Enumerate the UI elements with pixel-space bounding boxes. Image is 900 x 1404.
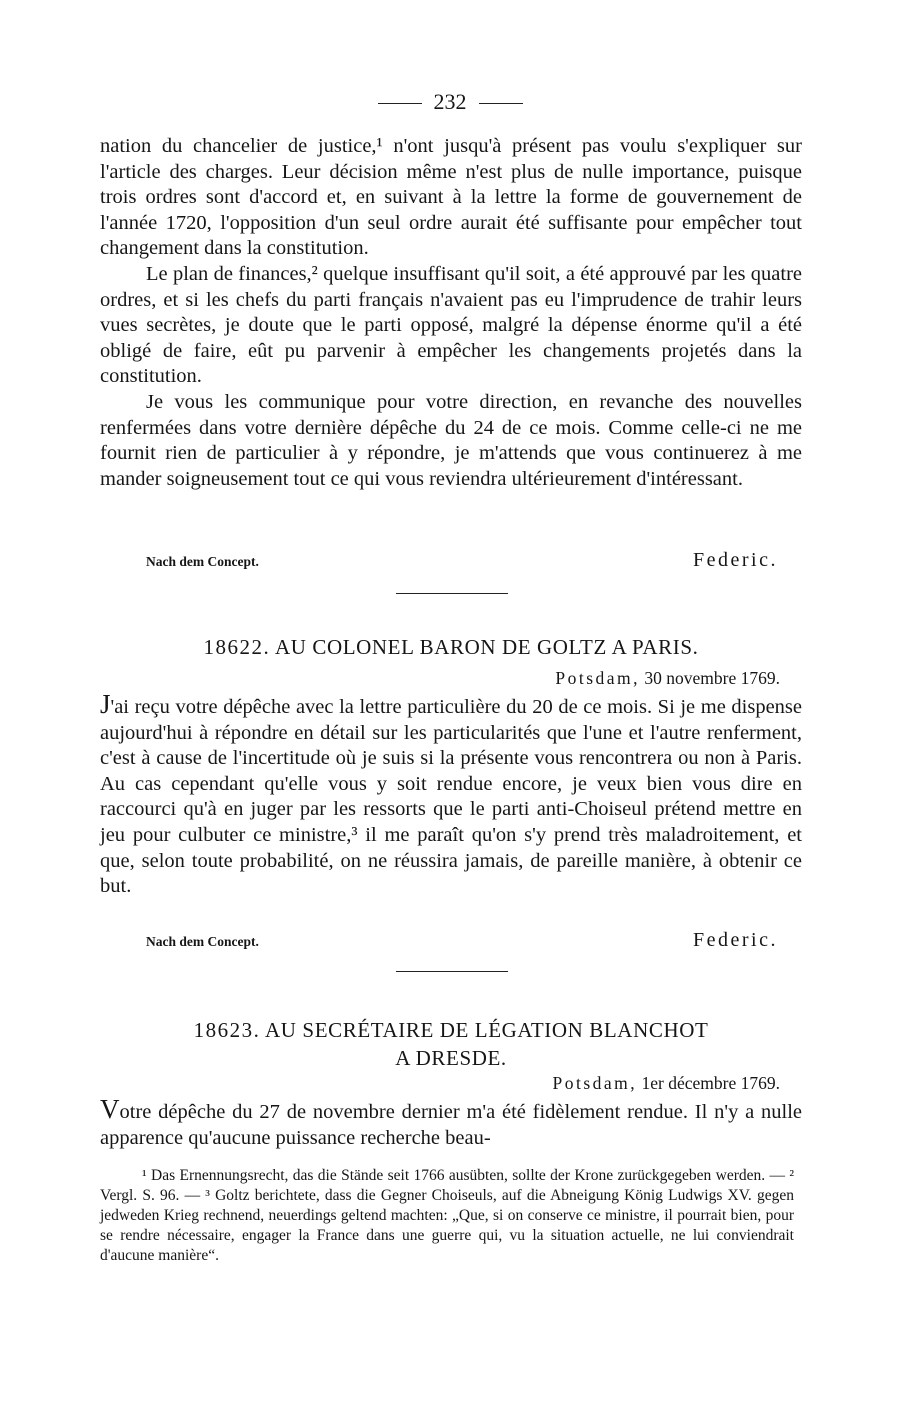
date: 30 novembre 1769. xyxy=(644,668,780,688)
source-note: Nach dem Concept. xyxy=(146,554,259,569)
paragraph: Le plan de finances,² quelque insuffisant qu'il soit, a été approuvé par les quatre ordres, et si les chefs du parti français n'avaient pas eu l'imprudence de trahir leurs vues secrètes, je doute que le parti opposé, malgré la dépense énorme qu'il a été obligé de faire, eût pu parvenir à empêcher les changements projetés dans la constitution. xyxy=(100,262,802,388)
paragraph xyxy=(100,1094,802,1151)
footnotes xyxy=(100,1166,794,1266)
page-number: 232 xyxy=(433,89,467,114)
running-head-dash-right xyxy=(479,103,523,104)
letter-heading xyxy=(100,1016,802,1072)
letter-title-line xyxy=(100,1016,802,1044)
date-place: Potsdam, xyxy=(552,1073,638,1093)
section-divider xyxy=(396,971,508,972)
letter-text xyxy=(100,689,802,900)
letter-text xyxy=(100,1094,802,1151)
letter-dateline xyxy=(555,667,780,689)
paragraph xyxy=(100,689,802,900)
date: 1er décembre 1769. xyxy=(641,1073,780,1093)
date-place: Potsdam, xyxy=(555,668,641,688)
signature-row xyxy=(146,926,778,952)
drop-cap: J xyxy=(100,689,111,719)
paragraph: Je vous les communique pour votre direction, en revanche des nouvelles renfermées dans votre dernière dépêche du 24 de ce mois. Comme celle-ci ne me fournit rien de particulier à y répondre, je m'attends que vous continuerez à me mander soigneusement tout ce qui vous reviendra ultérieurement d'intéressant. xyxy=(100,390,802,490)
letter-title: AU COLONEL BARON DE GOLTZ A PARIS. xyxy=(274,635,699,659)
section-divider xyxy=(396,593,508,594)
signature: Federic. xyxy=(693,549,778,571)
letter-title-line: A DRESDE. xyxy=(395,1046,507,1070)
letter-heading xyxy=(100,633,802,661)
drop-cap: V xyxy=(100,1094,120,1124)
running-head xyxy=(0,88,900,116)
letter-dateline xyxy=(552,1072,780,1094)
running-head-dash-left xyxy=(378,103,422,104)
footnote: ¹ Das Ernennungsrecht, das die Stände seit 1766 ausübten, sollte der Krone zurückgegeben werden. — ² Vergl. S. 96. — ³ Goltz berichtete, dass die Gegner Choiseuls, auf die Abneigung König Ludwigs XV. gegen jedweden Krieg rechnend, neuerdings geltend machten: „Que, si on conserve ce ministre, il pourrait bien, pour se rendre nécessaire, engager la France dans une guerre qui, vu la situation actuelle, ne lui conviendrait d'aucune manière“. xyxy=(100,1167,794,1264)
letter-number: 18622. xyxy=(203,635,271,659)
letter-title: AU SECRÉTAIRE DE LÉGATION BLANCHOT xyxy=(265,1018,709,1042)
continued-letter-text xyxy=(100,134,802,492)
signature: Federic. xyxy=(693,929,778,951)
letter-number: 18623. xyxy=(193,1018,261,1042)
signature-row xyxy=(146,546,778,572)
paragraph-text: otre dépêche du 27 de novembre dernier m'a été fidèlement rendue. Il n'y a nulle apparence qu'aucune puissance recherche beau- xyxy=(100,1101,802,1149)
source-note: Nach dem Concept. xyxy=(146,934,259,949)
paragraph: nation du chancelier de justice,¹ n'ont jusqu'à présent pas voulu s'expliquer sur l'article des charges. Leur décision même n'est plus de nulle importance, puisque trois ordres sont d'accord et, en suivant à la lettre la forme de gouvernement de l'année 1720, l'opposition d'un seul ordre aurait été suffisante pour empêcher tout changement dans la constitution. xyxy=(100,135,802,260)
paragraph-text: 'ai reçu votre dépêche avec la lettre particulière du 20 de ce mois. Si je me dispense aujourd'hui à répondre en détail sur les particularités que l'une et l'autre renferment, c'est à cause de l'incertitude où je suis si la présente vous rencontrera ou non à Paris. Au cas cependant qu'elle vous y soit rendue encore, je veux bien vous dire en raccourci qu'à en juger par les ressorts que le parti anti-Choiseul prétend mettre en jeu pour culbuter ce ministre,³ il me paraît qu'on s'y prend très maladroitement, et que, selon toute probabilité, on ne réussira jamais, de pareille manière, à obtenir ce but. xyxy=(100,696,802,898)
